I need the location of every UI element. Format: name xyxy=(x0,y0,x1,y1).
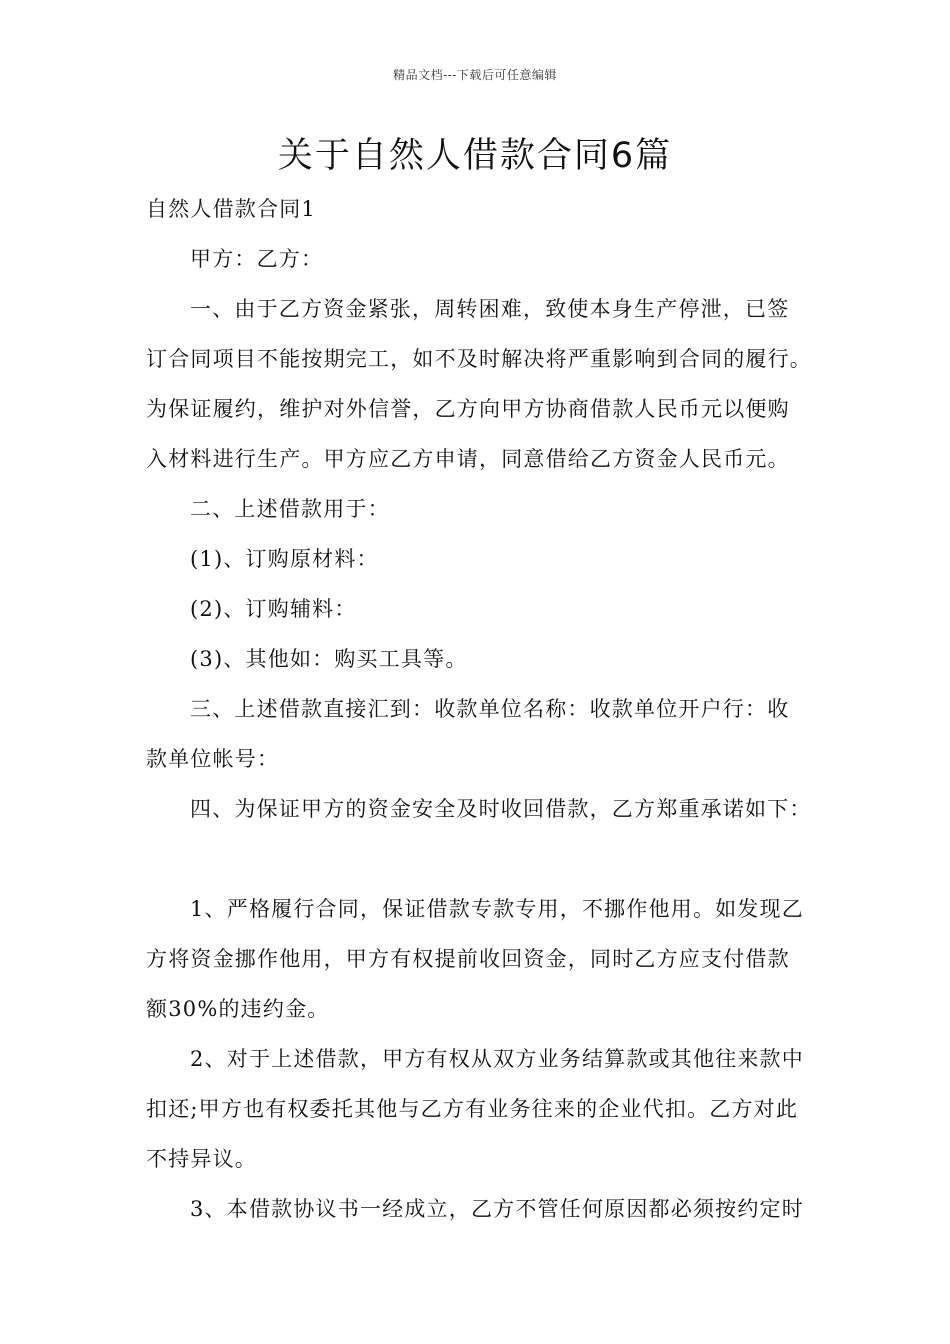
document-body xyxy=(146,184,826,1234)
list-item: (2)、订购辅料： xyxy=(190,597,357,621)
list-item: (1)、订购原材料： xyxy=(190,547,379,571)
paragraph-line: 方将资金挪作他用，甲方有权提前收回资金，同时乙方应支付借款 xyxy=(146,947,790,971)
paragraph-line: 不持异议。 xyxy=(146,1147,257,1171)
header-note: 精品文档---下载后可任意编辑 xyxy=(393,68,557,82)
list-item: (3)、其他如：购买工具等。 xyxy=(190,647,468,671)
document-title: 关于自然人借款合同6篇 xyxy=(277,136,673,176)
blank-line xyxy=(146,834,826,884)
paragraph-line: 一、由于乙方资金紧张，周转困难，致使本身生产停泄，已签 xyxy=(190,297,790,321)
paragraph-line: 三、上述借款直接汇到：收款单位名称：收款单位开户行：收 xyxy=(190,697,790,721)
paragraph-line: 四、为保证甲方的资金安全及时收回借款，乙方郑重承诺如下： xyxy=(190,797,812,821)
paragraph-line: 扣还;甲方也有权委托其他与乙方有业务往来的企业代扣。乙方对此 xyxy=(146,1097,799,1121)
paragraph-line: 2、对于上述借款，甲方有权从双方业务结算款或其他往来款中 xyxy=(190,1047,804,1071)
paragraph-line: 款单位帐号： xyxy=(146,747,280,771)
parties-line: 甲方：乙方： xyxy=(190,247,324,271)
paragraph-line: 二、上述借款用于： xyxy=(190,497,390,521)
paragraph-line: 为保证履约，维护对外信誉，乙方向甲方协商借款人民币元以便购 xyxy=(146,397,790,421)
paragraph-line: 订合同项目不能按期完工，如不及时解决将严重影响到合同的履行。 xyxy=(146,347,812,371)
paragraph-line: 入材料进行生产。甲方应乙方申请，同意借给乙方资金人民币元。 xyxy=(146,447,790,471)
paragraph-line: 额30%的违约金。 xyxy=(146,997,330,1021)
paragraph-line: 1、严格履行合同，保证借款专款专用，不挪作他用。如发现乙 xyxy=(190,897,804,921)
paragraph-line: 3、本借款协议书一经成立，乙方不管任何原因都必须按约定时 xyxy=(190,1197,804,1221)
section-heading: 自然人借款合同1 xyxy=(146,197,316,221)
